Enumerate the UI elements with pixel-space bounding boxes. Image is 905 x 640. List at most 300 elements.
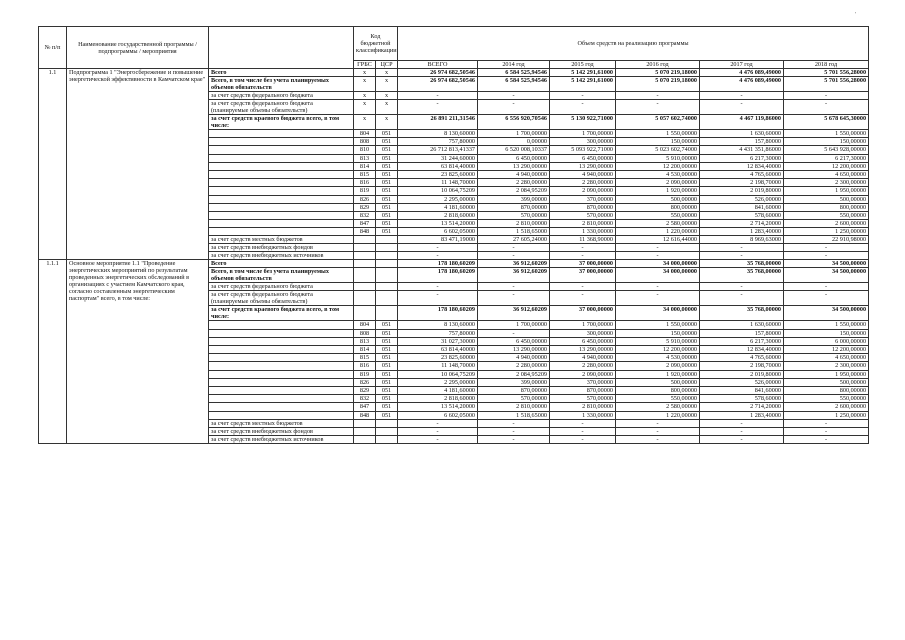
amount-cell: -: [700, 252, 784, 260]
amount-cell: 36 912,60209: [478, 260, 550, 268]
budget-code-cell: х: [354, 77, 376, 92]
amount-cell: 1 700,00000: [550, 321, 616, 329]
funding-source-label: за счет средств краевого бюджета всего, в том числе:: [209, 115, 354, 130]
budget-code-cell: 051: [376, 211, 398, 219]
budget-code-cell: [354, 244, 376, 252]
budget-code-cell: х: [376, 115, 398, 130]
amount-cell: -: [700, 419, 784, 427]
amount-cell: -: [550, 252, 616, 260]
budget-code-cell: 051: [376, 337, 398, 345]
amount-cell: 178 180,60209: [398, 260, 478, 268]
amount-cell: 300,00000: [550, 138, 616, 146]
amount-cell: 2 084,95209: [478, 187, 550, 195]
amount-cell: 12 834,40000: [700, 346, 784, 354]
budget-code-cell: [376, 435, 398, 443]
funding-source-label: [209, 228, 354, 236]
budget-code-cell: 814: [354, 162, 376, 170]
amount-cell: 570,00000: [478, 211, 550, 219]
budget-code-cell: 829: [354, 386, 376, 394]
amount-cell: -: [478, 329, 550, 337]
amount-cell: 5 057 602,74000: [616, 115, 700, 130]
amount-cell: 2 280,00000: [478, 362, 550, 370]
amount-cell: 370,00000: [550, 195, 616, 203]
amount-cell: 870,00000: [478, 203, 550, 211]
budget-code-cell: 051: [376, 154, 398, 162]
budget-code-cell: х: [354, 100, 376, 115]
amount-cell: 5 643 928,00000: [784, 146, 869, 154]
budget-code-cell: х: [376, 77, 398, 92]
funding-source-label: за счет средств федерального бюджета: [209, 92, 354, 100]
amount-cell: 757,80000: [398, 329, 478, 337]
amount-cell: 6 217,30000: [700, 154, 784, 162]
amount-cell: 37 000,00000: [550, 268, 616, 283]
budget-code-cell: [376, 419, 398, 427]
budget-code-cell: 808: [354, 329, 376, 337]
amount-cell: 10 064,75209: [398, 370, 478, 378]
budget-code-cell: 816: [354, 362, 376, 370]
funding-source-label: [209, 321, 354, 329]
amount-cell: 4 765,60000: [700, 170, 784, 178]
budget-code-cell: [376, 291, 398, 306]
budget-code-cell: 848: [354, 228, 376, 236]
amount-cell: 5 678 645,30000: [784, 115, 869, 130]
amount-cell: 800,00000: [784, 203, 869, 211]
amount-cell: 37 000,00000: [550, 260, 616, 268]
amount-cell: 8 969,63000: [700, 236, 784, 244]
amount-cell: 31 244,60000: [398, 154, 478, 162]
amount-cell: 1 950,00000: [784, 370, 869, 378]
budget-code-cell: 832: [354, 211, 376, 219]
budget-code-cell: [354, 291, 376, 306]
budget-code-cell: [354, 283, 376, 291]
amount-cell: 11 148,70000: [398, 179, 478, 187]
amount-cell: 841,60000: [700, 203, 784, 211]
budget-code-cell: 810: [354, 146, 376, 154]
amount-cell: 6 450,00000: [550, 337, 616, 345]
funding-source-label: [209, 403, 354, 411]
funding-source-label: [209, 370, 354, 378]
amount-cell: 500,00000: [784, 195, 869, 203]
budget-code-cell: 051: [376, 146, 398, 154]
budget-code-cell: 051: [376, 321, 398, 329]
amount-cell: 2 280,00000: [478, 179, 550, 187]
budget-code-cell: [376, 252, 398, 260]
amount-cell: -: [398, 283, 478, 291]
amount-cell: -: [478, 244, 550, 252]
amount-cell: 4 476 089,49000: [700, 69, 784, 77]
amount-cell: 34 500,00000: [784, 306, 869, 321]
budget-code-cell: [376, 283, 398, 291]
amount-cell: 12 200,00000: [784, 162, 869, 170]
table-row: [39, 69, 869, 77]
amount-cell: 2 019,80000: [700, 187, 784, 195]
funding-source-label: за счет средств местных бюджетов: [209, 419, 354, 427]
funding-source-label: [209, 220, 354, 228]
funding-source-label: [209, 179, 354, 187]
budget-code-cell: [376, 306, 398, 321]
amount-cell: 2 810,00000: [550, 403, 616, 411]
amount-cell: -: [616, 100, 700, 115]
budget-code-cell: 814: [354, 346, 376, 354]
col-grbs-header: ГРБС: [354, 61, 376, 69]
funding-source-label: [209, 130, 354, 138]
amount-cell: -: [700, 291, 784, 306]
amount-cell: 2 714,20000: [700, 220, 784, 228]
amount-cell: 5 093 922,71000: [550, 146, 616, 154]
budget-code-cell: [354, 268, 376, 283]
amount-cell: 6 584 525,94546: [478, 77, 550, 92]
amount-cell: 800,00000: [616, 386, 700, 394]
amount-cell: 2 198,70000: [700, 362, 784, 370]
amount-cell: 550,00000: [616, 211, 700, 219]
amount-cell: 4 181,60000: [398, 386, 478, 394]
funding-source-label: [209, 170, 354, 178]
budget-code-cell: [354, 427, 376, 435]
funding-source-label: [209, 346, 354, 354]
amount-cell: -: [550, 291, 616, 306]
amount-cell: 12 200,00000: [616, 346, 700, 354]
amount-cell: 2 818,60000: [398, 395, 478, 403]
amount-cell: 1 250,00000: [784, 411, 869, 419]
amount-cell: 2 580,00000: [616, 403, 700, 411]
amount-cell: -: [478, 427, 550, 435]
funding-source-label: Всего, в том числе без учета планируемых объемов обязательств: [209, 268, 354, 283]
amount-cell: 570,00000: [478, 395, 550, 403]
amount-cell: -: [616, 244, 700, 252]
amount-cell: 12 200,00000: [616, 162, 700, 170]
amount-cell: -: [784, 100, 869, 115]
budget-code-cell: 819: [354, 187, 376, 195]
amount-cell: 11 148,70000: [398, 362, 478, 370]
amount-cell: 2 600,00000: [784, 220, 869, 228]
amount-cell: 34 500,00000: [784, 260, 869, 268]
amount-cell: 2 714,20000: [700, 403, 784, 411]
amount-cell: 2 580,00000: [616, 220, 700, 228]
amount-cell: 31 027,30000: [398, 337, 478, 345]
amount-cell: 4 650,00000: [784, 354, 869, 362]
amount-cell: -: [616, 419, 700, 427]
amount-cell: 157,80000: [700, 138, 784, 146]
amount-cell: -: [478, 435, 550, 443]
amount-cell: 5 142 291,61000: [550, 77, 616, 92]
amount-cell: 5 701 556,28000: [784, 69, 869, 77]
amount-cell: 5 070 219,18000: [616, 69, 700, 77]
amount-cell: 36 912,60209: [478, 306, 550, 321]
amount-cell: 12 834,40000: [700, 162, 784, 170]
budget-code-cell: [376, 236, 398, 244]
budget-code-cell: 816: [354, 179, 376, 187]
budget-table-sheet: [38, 26, 868, 444]
amount-cell: 2 810,00000: [550, 220, 616, 228]
budget-code-cell: х: [354, 69, 376, 77]
budget-code-cell: 819: [354, 370, 376, 378]
funding-source-label: [209, 187, 354, 195]
col-total-header: ВСЕГО: [398, 61, 478, 69]
budget-code-cell: 051: [376, 195, 398, 203]
amount-cell: 5 142 291,61000: [550, 69, 616, 77]
funding-source-label: Всего: [209, 260, 354, 268]
amount-cell: -: [398, 427, 478, 435]
activity-block: [39, 260, 869, 443]
amount-cell: 2 280,00000: [550, 179, 616, 187]
amount-cell: 13 514,20000: [398, 403, 478, 411]
amount-cell: -: [478, 283, 550, 291]
funding-source-label: [209, 146, 354, 154]
program-name: Подпрограмма 1 "Энергосбережение и повышение энергетической эффективности в Камчатском крае": [67, 69, 209, 260]
budget-code-cell: х: [376, 69, 398, 77]
budget-code-cell: 051: [376, 329, 398, 337]
funding-source-label: за счет средств внебюджетных фондов: [209, 427, 354, 435]
amount-cell: -: [550, 92, 616, 100]
amount-cell: -: [784, 252, 869, 260]
amount-cell: 1 330,00000: [550, 411, 616, 419]
amount-cell: 4 940,00000: [550, 170, 616, 178]
amount-cell: -: [616, 92, 700, 100]
amount-cell: -: [700, 100, 784, 115]
amount-cell: 399,00000: [478, 378, 550, 386]
amount-cell: 757,80000: [398, 138, 478, 146]
funding-source-label: за счет средств федерального бюджета (планируемые объемы обязательств): [209, 100, 354, 115]
amount-cell: 800,00000: [784, 386, 869, 394]
budget-code-cell: 815: [354, 354, 376, 362]
budget-code-cell: х: [354, 92, 376, 100]
budget-code-cell: 051: [376, 203, 398, 211]
amount-cell: 2 810,00000: [478, 403, 550, 411]
amount-cell: 10 064,75209: [398, 187, 478, 195]
col-year-header: 2016 год: [616, 61, 700, 69]
amount-cell: 1 220,00000: [616, 411, 700, 419]
amount-cell: -: [700, 435, 784, 443]
amount-cell: 526,00000: [700, 195, 784, 203]
funding-source-label: [209, 354, 354, 362]
amount-cell: -: [616, 283, 700, 291]
amount-cell: 2 810,00000: [478, 220, 550, 228]
budget-code-cell: 847: [354, 403, 376, 411]
budget-code-cell: 826: [354, 195, 376, 203]
amount-cell: 13 290,00000: [478, 346, 550, 354]
amount-cell: 6 000,00000: [784, 337, 869, 345]
amount-cell: 2 198,70000: [700, 179, 784, 187]
amount-cell: 26 891 211,31546: [398, 115, 478, 130]
budget-code-cell: [376, 427, 398, 435]
amount-cell: -: [784, 291, 869, 306]
amount-cell: 2 090,00000: [616, 362, 700, 370]
funding-source-label: [209, 395, 354, 403]
col-volume-header: Объем средств на реализацию программы: [398, 27, 869, 61]
budget-code-cell: 848: [354, 411, 376, 419]
amount-cell: 4 530,00000: [616, 170, 700, 178]
funding-source-label: [209, 138, 354, 146]
budget-code-cell: х: [376, 92, 398, 100]
amount-cell: 870,00000: [550, 386, 616, 394]
budget-code-cell: 051: [376, 138, 398, 146]
amount-cell: 2 084,95209: [478, 370, 550, 378]
amount-cell: -: [478, 92, 550, 100]
amount-cell: 4 431 351,86000: [700, 146, 784, 154]
funding-source-label: за счет средств внебюджетных фондов: [209, 244, 354, 252]
amount-cell: 550,00000: [616, 395, 700, 403]
amount-cell: 2 090,00000: [550, 187, 616, 195]
amount-cell: 35 768,00000: [700, 268, 784, 283]
amount-cell: 500,00000: [616, 195, 700, 203]
budget-code-cell: 051: [376, 411, 398, 419]
amount-cell: 178 180,60209: [398, 306, 478, 321]
budget-code-cell: 804: [354, 321, 376, 329]
amount-cell: 0,00000: [478, 138, 550, 146]
amount-cell: 26 974 682,50546: [398, 77, 478, 92]
col-name-header: Наименование государственной программы / подпрограммы / мероприятия: [67, 27, 209, 69]
budget-code-cell: 051: [376, 187, 398, 195]
amount-cell: 2 090,00000: [616, 179, 700, 187]
budget-code-cell: [376, 244, 398, 252]
budget-code-cell: 051: [376, 220, 398, 228]
funding-source-label: Всего: [209, 69, 354, 77]
funding-source-label: [209, 386, 354, 394]
amount-cell: 12 616,44000: [616, 236, 700, 244]
amount-cell: -: [398, 100, 478, 115]
budget-code-cell: 051: [376, 386, 398, 394]
amount-cell: 6 450,00000: [478, 337, 550, 345]
col-year-header: 2018 год: [784, 61, 869, 69]
budget-code-cell: 847: [354, 220, 376, 228]
amount-cell: -: [398, 291, 478, 306]
col-year-header: 2014 год: [478, 61, 550, 69]
amount-cell: 150,00000: [784, 138, 869, 146]
amount-cell: 399,00000: [478, 195, 550, 203]
amount-cell: 1 518,65000: [478, 228, 550, 236]
amount-cell: 870,00000: [550, 203, 616, 211]
amount-cell: 5 130 922,71000: [550, 115, 616, 130]
amount-cell: 13 514,20000: [398, 220, 478, 228]
amount-cell: 34 000,00000: [616, 268, 700, 283]
amount-cell: -: [550, 244, 616, 252]
amount-cell: 4 467 119,86000: [700, 115, 784, 130]
amount-cell: 526,00000: [700, 378, 784, 386]
funding-source-label: [209, 362, 354, 370]
amount-cell: 26 712 813,41337: [398, 146, 478, 154]
budget-code-cell: 051: [376, 346, 398, 354]
amount-cell: 1 550,00000: [784, 321, 869, 329]
amount-cell: 13 290,00000: [550, 162, 616, 170]
amount-cell: -: [550, 435, 616, 443]
amount-cell: 578,60000: [700, 211, 784, 219]
amount-cell: 23 825,60000: [398, 354, 478, 362]
amount-cell: 4 650,00000: [784, 170, 869, 178]
funding-source-label: за счет средств краевого бюджета всего, в том числе:: [209, 306, 354, 321]
amount-cell: 35 768,00000: [700, 306, 784, 321]
funding-source-label: [209, 378, 354, 386]
amount-cell: -: [478, 100, 550, 115]
amount-cell: 2 300,00000: [784, 362, 869, 370]
funding-source-label: [209, 162, 354, 170]
amount-cell: 6 450,00000: [478, 154, 550, 162]
amount-cell: 5 023 602,74000: [616, 146, 700, 154]
amount-cell: 5 701 556,28000: [784, 77, 869, 92]
amount-cell: 6 602,05000: [398, 411, 478, 419]
budget-code-cell: 051: [376, 362, 398, 370]
amount-cell: 2 295,00000: [398, 378, 478, 386]
funding-source-label: [209, 203, 354, 211]
amount-cell: 1 700,00000: [550, 130, 616, 138]
amount-cell: 63 814,40000: [398, 346, 478, 354]
amount-cell: 4 940,00000: [478, 354, 550, 362]
budget-code-cell: 051: [376, 162, 398, 170]
amount-cell: -: [398, 252, 478, 260]
amount-cell: -: [784, 419, 869, 427]
amount-cell: 26 974 682,50546: [398, 69, 478, 77]
amount-cell: 13 290,00000: [478, 162, 550, 170]
amount-cell: 8 130,60000: [398, 321, 478, 329]
budget-code-cell: [354, 252, 376, 260]
amount-cell: -: [550, 283, 616, 291]
amount-cell: 2 295,00000: [398, 195, 478, 203]
amount-cell: -: [398, 244, 478, 252]
budget-code-cell: [354, 306, 376, 321]
amount-cell: 1 250,00000: [784, 228, 869, 236]
amount-cell: 23 825,60000: [398, 170, 478, 178]
amount-cell: 1 630,60000: [700, 321, 784, 329]
amount-cell: -: [700, 283, 784, 291]
amount-cell: 4 476 089,49000: [700, 77, 784, 92]
row-number: 1.1.1: [39, 260, 67, 443]
amount-cell: 570,00000: [550, 211, 616, 219]
budget-code-cell: 051: [376, 170, 398, 178]
amount-cell: 34 000,00000: [616, 306, 700, 321]
funding-source-label: [209, 337, 354, 345]
col-number-header: № п/п: [39, 27, 67, 69]
budget-code-cell: 829: [354, 203, 376, 211]
amount-cell: 500,00000: [784, 378, 869, 386]
amount-cell: -: [700, 244, 784, 252]
amount-cell: 4 940,00000: [478, 170, 550, 178]
budget-code-cell: 813: [354, 154, 376, 162]
funding-source-label: [209, 195, 354, 203]
amount-cell: 1 283,40000: [700, 411, 784, 419]
amount-cell: -: [784, 427, 869, 435]
amount-cell: 4 940,00000: [550, 354, 616, 362]
program-funding-table: [38, 26, 869, 444]
amount-cell: 5 910,00000: [616, 337, 700, 345]
budget-code-cell: 051: [376, 370, 398, 378]
amount-cell: 1 283,40000: [700, 228, 784, 236]
budget-code-cell: х: [354, 115, 376, 130]
amount-cell: -: [550, 419, 616, 427]
amount-cell: 1 550,00000: [784, 130, 869, 138]
amount-cell: 578,60000: [700, 395, 784, 403]
amount-cell: 1 700,00000: [478, 321, 550, 329]
amount-cell: -: [784, 92, 869, 100]
funding-source-label: за счет средств федерального бюджета: [209, 283, 354, 291]
amount-cell: 500,00000: [616, 378, 700, 386]
budget-code-cell: 813: [354, 337, 376, 345]
amount-cell: -: [398, 92, 478, 100]
amount-cell: 841,60000: [700, 386, 784, 394]
col-year-header: 2015 год: [550, 61, 616, 69]
amount-cell: 5 910,00000: [616, 154, 700, 162]
budget-code-cell: 051: [376, 395, 398, 403]
amount-cell: 83 471,19000: [398, 236, 478, 244]
amount-cell: 35 768,00000: [700, 260, 784, 268]
amount-cell: -: [398, 435, 478, 443]
amount-cell: -: [700, 427, 784, 435]
page-mark: ': [855, 12, 857, 18]
amount-cell: 370,00000: [550, 378, 616, 386]
budget-code-cell: [354, 260, 376, 268]
amount-cell: 11 368,90000: [550, 236, 616, 244]
amount-cell: 1 518,65000: [478, 411, 550, 419]
amount-cell: 6 520 008,10337: [478, 146, 550, 154]
amount-cell: 34 000,00000: [616, 260, 700, 268]
